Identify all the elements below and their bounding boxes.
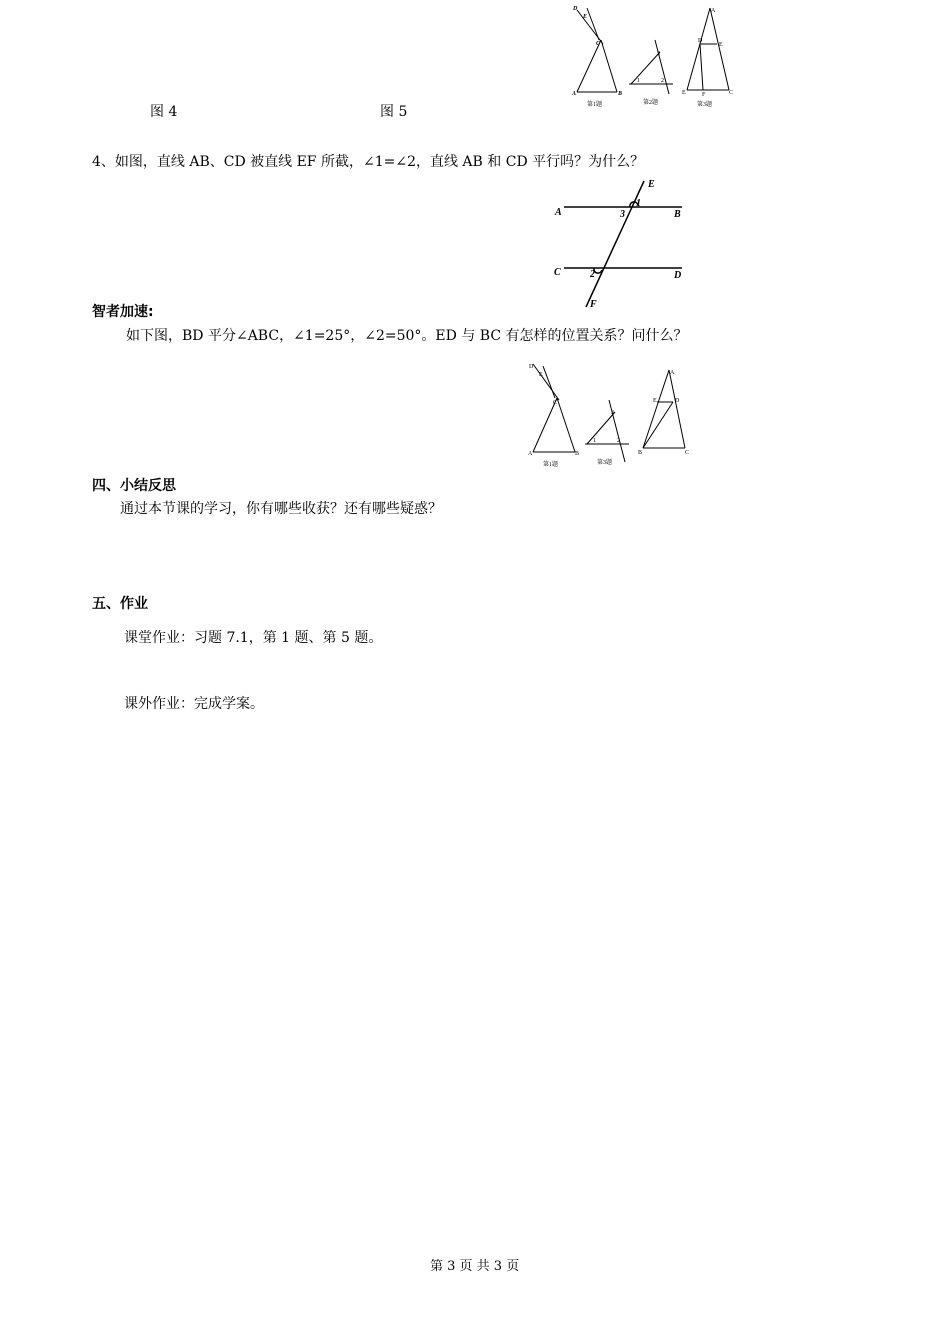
figure-2	[629, 40, 673, 94]
caption-q1: 第1题	[543, 462, 559, 468]
label-e3: E	[653, 398, 657, 404]
caption-q3: 第3题	[597, 460, 613, 466]
label-d: D	[674, 270, 682, 281]
label-e: E	[648, 179, 655, 190]
figure-1	[577, 8, 617, 92]
label-3: 3	[611, 410, 614, 416]
label-a: A	[528, 451, 533, 457]
label-d3: D	[698, 38, 703, 44]
label-2: 2	[590, 269, 595, 280]
label-f: F	[590, 299, 597, 310]
label-c: C	[596, 41, 601, 47]
label-b: B	[674, 209, 681, 220]
section-4-heading: 四、小结反思	[92, 478, 176, 494]
top-figure-strip	[565, 0, 745, 115]
figure-4-caption: 图 4	[150, 104, 178, 120]
label-1: 1	[593, 438, 596, 444]
label-d: D	[529, 364, 534, 370]
label-b3: E	[682, 90, 686, 96]
question-4-text: 4、如图，直线 AB、CD 被直线 EF 所截，∠1=∠2，直线 AB 和 CD 平行吗？为什么？	[92, 154, 645, 170]
label-c: C	[553, 400, 558, 406]
section-5-heading: 五、作业	[92, 596, 148, 612]
label-c: C	[554, 267, 561, 278]
page-footer: 第 3 页 共 3 页	[430, 1259, 520, 1274]
label-c3: C	[729, 90, 734, 96]
label-e3: E	[719, 42, 723, 48]
label-3: 3	[620, 209, 625, 220]
label-a: A	[572, 91, 577, 97]
label-a3: A	[711, 8, 716, 14]
section-4-text: 通过本节课的学习，你有哪些收获？还有哪些疑惑？	[120, 501, 442, 517]
caption-q2: 第2题	[643, 100, 659, 106]
label-e: E	[539, 372, 543, 378]
label-d3: D	[675, 398, 680, 404]
label-b3: B	[638, 450, 643, 456]
challenge-figure-strip	[525, 362, 695, 472]
label-e: E	[583, 14, 588, 20]
label-2: 2	[617, 438, 620, 444]
figure-3	[687, 8, 729, 90]
classwork-text: 课堂作业：习题 7.1，第 1 题、第 5 题。	[124, 630, 383, 646]
challenge-text: 如下图，BD 平分∠ABC，∠1=25°，∠2=50°。ED 与 BC 有怎样的位置关系？问什么？	[126, 328, 688, 344]
label-b: B	[618, 91, 623, 97]
label-1: 1	[637, 78, 640, 84]
homework-text: 课外作业：完成学案。	[124, 696, 264, 712]
label-3: 3	[657, 51, 660, 57]
challenge-heading: 智者加速:	[92, 304, 154, 320]
caption-q3: 第3题	[697, 102, 713, 108]
label-a: A	[555, 207, 562, 218]
label-d: D	[573, 6, 578, 12]
label-2: 2	[661, 78, 664, 84]
label-a3: A	[670, 370, 675, 376]
label-c3: C	[685, 450, 690, 456]
label-f3: F	[702, 92, 706, 98]
parallel-lines-figure	[550, 177, 710, 312]
label-b: B	[575, 451, 580, 457]
figure-5-caption: 图 5	[380, 104, 408, 120]
caption-q1: 第1题	[587, 102, 603, 108]
label-1: 1	[636, 198, 641, 209]
